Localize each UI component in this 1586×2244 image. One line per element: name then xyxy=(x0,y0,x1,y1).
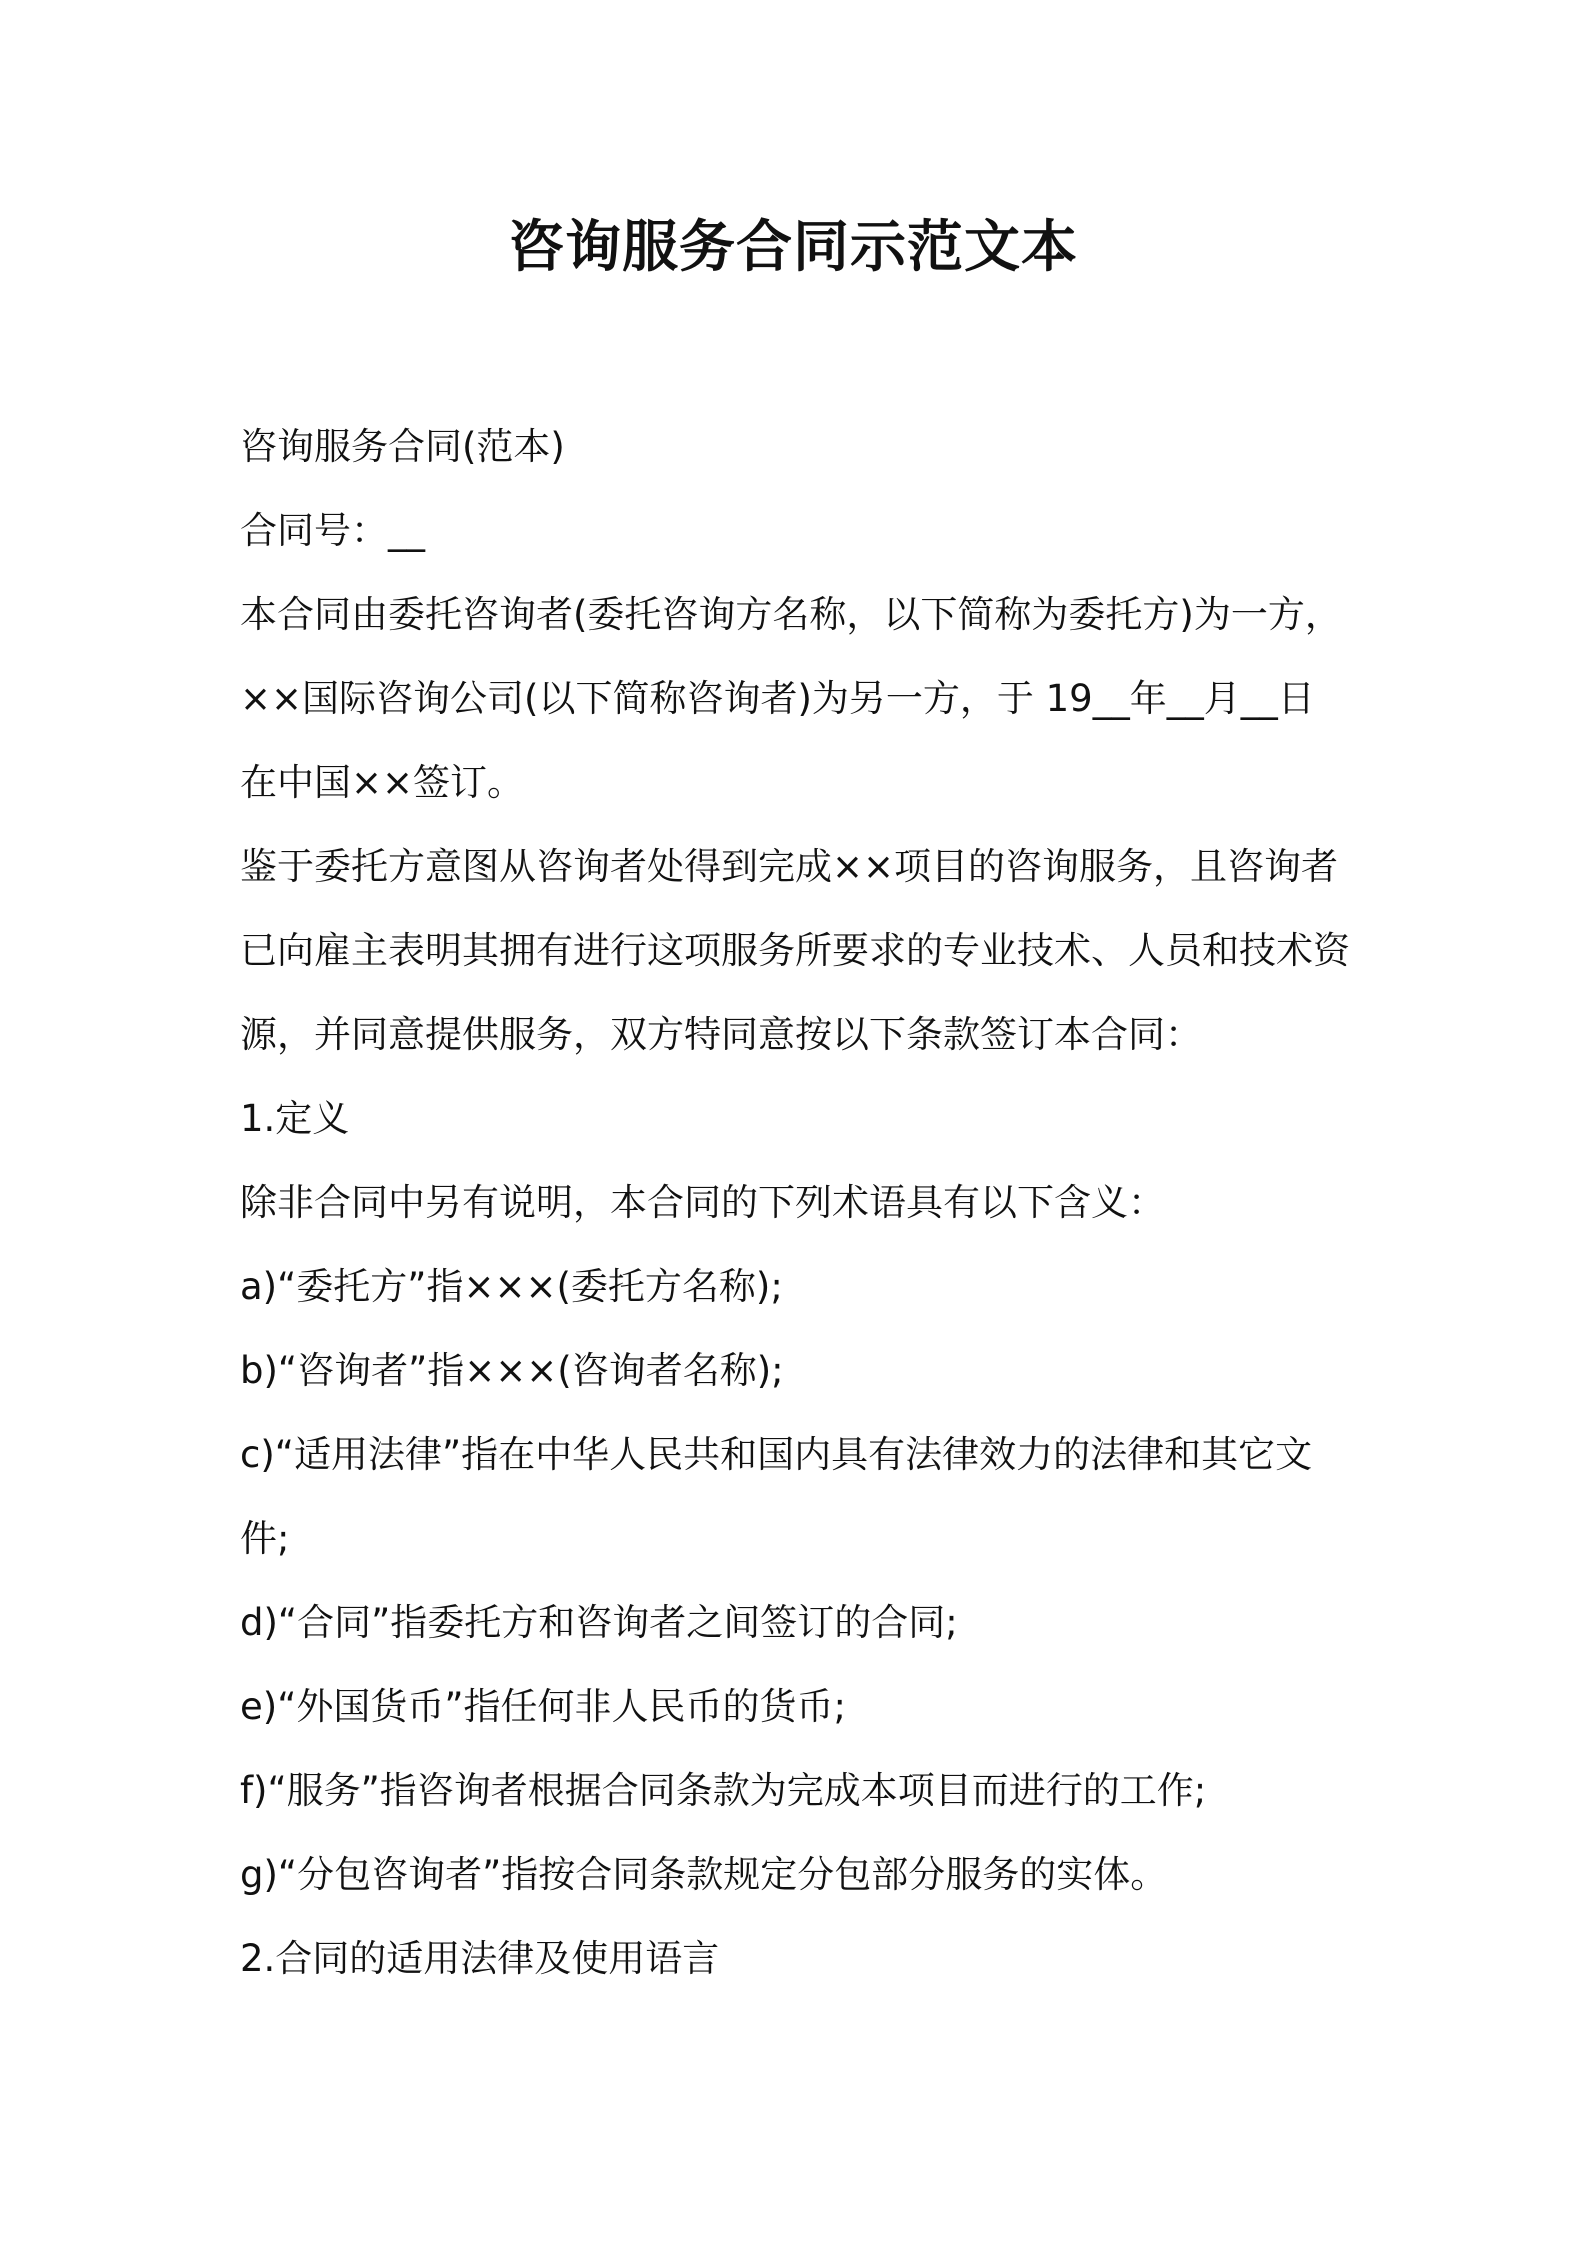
definition-item: g)“分包咨询者”指按合同条款规定分包部分服务的实体。 xyxy=(240,1853,1168,1896)
definition-item: c)“适用法律”指在中华人民共和国内具有法律效力的法律和其它文 xyxy=(240,1433,1313,1476)
definition-item: d)“合同”指委托方和咨询者之间签订的合同; xyxy=(240,1601,958,1644)
contract-number: 合同号：__ xyxy=(240,509,425,552)
definition-item: e)“外国货币”指任何非人民币的货币; xyxy=(240,1685,847,1728)
paragraph-line: ××国际咨询公司(以下简称咨询者)为另一方，于 19__年__月__日 xyxy=(240,677,1315,720)
definition-item: a)“委托方”指×××(委托方名称); xyxy=(240,1265,783,1308)
document-title: 咨询服务合同示范文本 xyxy=(508,215,1078,280)
contract-heading: 咨询服务合同(范本) xyxy=(240,425,565,468)
section-heading-applicable-law: 2.合同的适用法律及使用语言 xyxy=(240,1937,720,1980)
paragraph-line: 在中国××签订。 xyxy=(240,761,525,804)
document-body xyxy=(240,405,1350,2001)
definition-item: b)“咨询者”指×××(咨询者名称); xyxy=(240,1349,784,1392)
paragraph-line: 已向雇主表明其拥有进行这项服务所要求的专业技术、人员和技术资 xyxy=(240,929,1350,972)
section-heading-definitions: 1.定义 xyxy=(240,1097,350,1140)
paragraph-line: 除非合同中另有说明，本合同的下列术语具有以下含义： xyxy=(240,1181,1165,1224)
paragraph-line: 源，并同意提供服务，双方特同意按以下条款签订本合同： xyxy=(240,1013,1202,1056)
paragraph-line: 本合同由委托咨询者(委托咨询方名称，以下简称为委托方)为一方， xyxy=(240,593,1342,636)
definition-item-continuation: 件; xyxy=(240,1517,290,1560)
definition-item: f)“服务”指咨询者根据合同条款为完成本项目而进行的工作; xyxy=(240,1769,1207,1812)
paragraph-line: 鉴于委托方意图从咨询者处得到完成××项目的咨询服务，且咨询者 xyxy=(240,845,1339,888)
